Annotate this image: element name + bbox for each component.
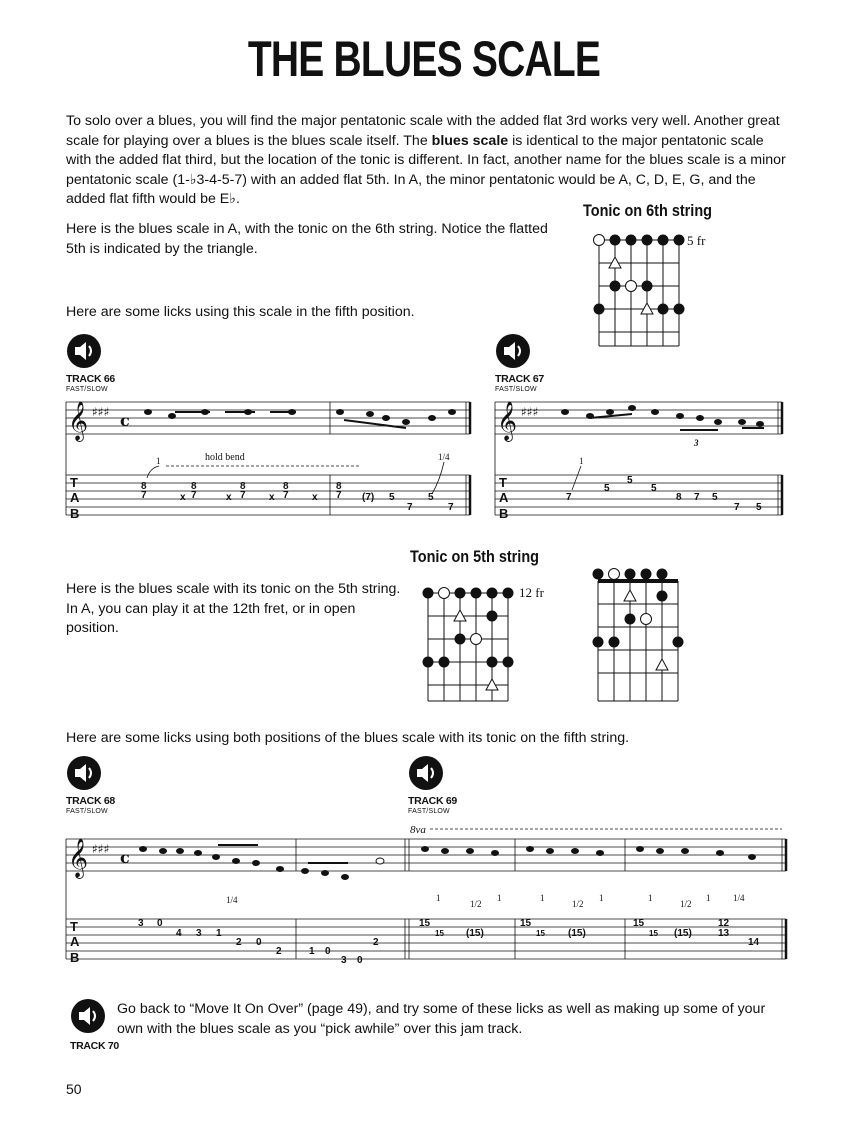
track-speed-68: FAST/SLOW: [66, 808, 108, 815]
tab67-n7: 5: [712, 492, 718, 503]
music-staff-system-2: [0, 815, 848, 975]
tab69-m3-n6: 14: [748, 937, 760, 948]
intro-text-1: To solo over a blues, you will find the major pentatonic scale with the added flat 3rd works very well. Another great scale for playing over a blues is the blues scale itself. The: [66, 113, 780, 149]
tab-letter-a-2: A: [499, 490, 509, 505]
tab66-m2-n1: 8: [336, 481, 342, 492]
tab66-n10: 8: [283, 481, 289, 492]
tab66-n1: 8: [141, 481, 147, 492]
bend-1-69c: 1: [540, 893, 545, 903]
triplet-mark: 3: [694, 438, 699, 448]
bend-1-69a: 1: [436, 893, 441, 903]
music-staff-system-1: [0, 390, 848, 530]
tab68-m2-n3: 3: [341, 955, 347, 966]
tab68-n3: 4: [176, 928, 182, 939]
tab66-m2-n2: 7: [336, 490, 342, 501]
tab69-m1-n1: 15: [419, 918, 431, 929]
track-label-66: TRACK 66: [66, 373, 115, 385]
diagram-title-tonic6: Tonic on 6th string: [583, 201, 712, 220]
tab66-n7: 8: [240, 481, 246, 492]
tab-letter-b-2: B: [499, 506, 509, 521]
bend-half-69b: 1/2: [572, 899, 584, 909]
tab68-m2-n5: 2: [373, 937, 379, 948]
tab67-n8: 7: [734, 502, 740, 513]
speaker-icon-track67[interactable]: [495, 333, 531, 369]
tab66-m2-n6: 5: [428, 492, 434, 503]
tab-letter-t-3: T: [70, 919, 78, 934]
tab67-n1: 7: [566, 492, 572, 503]
tab69-m3-n3: (15): [674, 928, 692, 939]
fretboard-diagram-tonic5-12fr: [420, 583, 530, 708]
bend-1-67: 1: [579, 456, 584, 466]
tab68-n4: 3: [196, 928, 202, 939]
tab66-m2-n7: 7: [448, 502, 454, 513]
outro-text: Go back to “Move It On Over” (page 49), and try some of these licks as well as making up some of your own with the blues scale as you “pick awhile” over this jam track.: [117, 1001, 766, 1037]
bend-1-69d: 1: [599, 893, 604, 903]
tab69-m3-n1: 15: [633, 918, 645, 929]
tab-letter-a-3: A: [70, 934, 80, 949]
tab69-m3-n2: 15: [649, 929, 658, 938]
track-label-70: TRACK 70: [70, 1040, 119, 1052]
tab69-m2-n3: (15): [568, 928, 586, 939]
track-label-67: TRACK 67: [495, 373, 544, 385]
page-title: THE BLUES SCALE: [247, 31, 601, 87]
tab66-n3: x: [180, 492, 186, 503]
tab67-n5: 8: [676, 492, 682, 503]
bend-half-69a: 1/2: [470, 899, 482, 909]
svg-text:𝄞: 𝄞: [68, 838, 89, 878]
tab69-m2-n1: 15: [520, 918, 532, 929]
intro-paragraph: [66, 112, 786, 210]
intro-text-2: is identical to the major pentatonic scale with the added flat third, but the location of the tonic is different. In fact, another name for the blues scale is a minor pentatonic scale (1-♭3-4-5-7) with an added flat 5th. In A, the minor pentatonic would be A, C, D, E, G, and the added flat fifth would be E♭.: [66, 132, 786, 208]
tab68-n8: 2: [276, 946, 282, 957]
bend-1-a: 1: [156, 456, 161, 466]
tab68-n1: 3: [138, 918, 144, 929]
tab69-m1-n3: (15): [466, 928, 484, 939]
svg-text:c: c: [120, 411, 130, 430]
intro-bold-term: blues scale: [431, 132, 509, 149]
ottava-mark: 8va: [410, 824, 426, 836]
svg-text:♯♯♯: ♯♯♯: [92, 842, 110, 856]
tab-letter-t-2: T: [499, 475, 507, 490]
diagram-title-tonic5: Tonic on 5th string: [410, 547, 539, 566]
tab66-m2-n5: 7: [407, 502, 413, 513]
tab67-n9: 5: [756, 502, 762, 513]
svg-text:𝄞: 𝄞: [68, 401, 89, 441]
tab69-m3-n5: 13: [718, 928, 730, 939]
tab69-m3-n4: 12: [718, 918, 730, 929]
page-number: 50: [66, 1081, 82, 1097]
tab-letter-t: T: [70, 475, 78, 490]
speaker-icon-track68[interactable]: [66, 755, 102, 791]
tab-letter-a: A: [70, 490, 80, 505]
track-speed-66: FAST/SLOW: [66, 386, 108, 393]
tab66-m2-n4: 5: [389, 492, 395, 503]
tab66-m2-n3: (7): [362, 492, 375, 503]
tab68-m2-n2: 0: [325, 946, 331, 957]
bend-1-69b: 1: [497, 893, 502, 903]
tab-letter-b: B: [70, 506, 80, 521]
tab67-n2: 5: [604, 483, 610, 494]
tab66-n8: 7: [240, 490, 246, 501]
hold-bend-label: hold bend: [205, 452, 245, 463]
svg-text:c: c: [120, 848, 130, 867]
tab68-n2: 0: [157, 918, 163, 929]
section1-licks-text: Here are some licks using this scale in the fifth position.: [66, 304, 415, 320]
tab66-n6: x: [226, 492, 232, 503]
section2-text: Here is the blues scale with its tonic on the 5th string. In A, you can play it at the 12th fret, or in open position.: [66, 581, 401, 637]
tab67-n6: 7: [694, 492, 700, 503]
track-speed-69: FAST/SLOW: [408, 808, 450, 815]
tab67-n3: 5: [627, 475, 633, 486]
bend-quarter-68: 1/4: [226, 895, 238, 905]
track-label-69: TRACK 69: [408, 795, 457, 807]
svg-text:𝄞: 𝄞: [497, 401, 518, 441]
bend-half-69c: 1/2: [680, 899, 692, 909]
tab69-m1-n2: 15: [435, 929, 444, 938]
track-speed-67: FAST/SLOW: [495, 386, 537, 393]
tab67-n4: 5: [651, 483, 657, 494]
tab66-n5: 7: [191, 490, 197, 501]
fret-label-12: 12 fr: [519, 585, 544, 600]
bend-1-69e: 1: [648, 893, 653, 903]
tab66-n2: 7: [141, 490, 147, 501]
fretboard-diagram-tonic5-open: [590, 566, 700, 706]
bend-quarter-69: 1/4: [733, 893, 745, 903]
tab69-m2-n2: 15: [536, 929, 545, 938]
speaker-icon-track66[interactable]: [66, 333, 102, 369]
section2-licks-text: Here are some licks using both positions of the blues scale with its tonic on the fifth string.: [66, 730, 630, 746]
tab66-n12: x: [312, 492, 318, 503]
tab66-n9: x: [269, 492, 275, 503]
section1-text: Here is the blues scale in A, with the tonic on the 6th string. Notice the flatted 5th is indicated by the triangle.: [66, 221, 548, 257]
tab-letter-b-3: B: [70, 950, 80, 965]
fretboard-diagram-tonic6: [590, 228, 710, 368]
track-label-68: TRACK 68: [66, 795, 115, 807]
tab66-n11: 7: [283, 490, 289, 501]
bend-1-69f: 1: [706, 893, 711, 903]
fret-label-5: 5 fr: [687, 233, 706, 248]
tab68-n6: 2: [236, 937, 242, 948]
speaker-icon-track69[interactable]: [408, 755, 444, 791]
tab68-n7: 0: [256, 937, 262, 948]
svg-text:♯♯♯: ♯♯♯: [92, 405, 110, 419]
bend-quarter-66: 1/4: [438, 452, 450, 462]
tab68-m2-n4: 0: [357, 955, 363, 966]
tab68-m2-n1: 1: [309, 946, 315, 957]
tab66-n4: 8: [191, 481, 197, 492]
speaker-icon-track70[interactable]: [70, 998, 106, 1034]
svg-text:♯♯♯: ♯♯♯: [521, 405, 539, 419]
tab68-n5: 1: [216, 928, 222, 939]
